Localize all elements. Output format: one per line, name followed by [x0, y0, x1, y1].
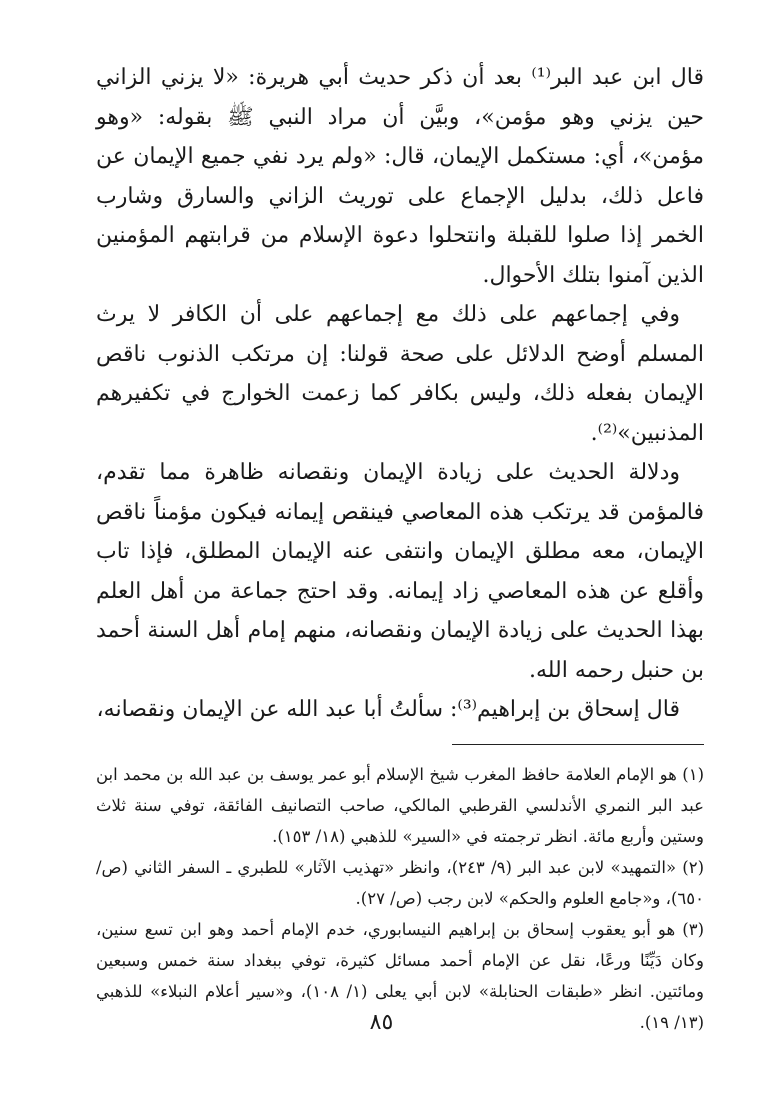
paragraph: ودلالة الحديث على زيادة الإيمان ونقصانه ظاهرة مما تقدم، فالمؤمن قد يرتكب هذه المعاصي فينقص إيمانه فيكون مؤمناً ناقص الإيمان، معه مطلق الإيمان وانتفى عنه الإيمان المطلق، فإذا تاب وأقلع عن هذه المعاصي زاد إيمانه. وقد احتج جماعة من أهل العلم بهذا الحديث على زيادة الإيمان ونقصانه، منهم إمام أهل السنة أحمد بن حنبل رحمه الله.: [96, 460, 704, 683]
paragraph: قال ابن عبد البر⁽¹⁾ بعد أن ذكر حديث أبي هريرة: «لا يزني الزاني حين يزني وهو مؤمن»، وبيَّن أن مراد النبي ﷺ بقوله: «وهو مؤمن»، أي: مستكمل الإيمان، قال: «ولم يرد نفي جميع الإيمان عن فاعل ذلك، بدليل الإجماع على توريث الزاني والسارق وشارب الخمر إذا صلوا للقبلة وانتحلوا دعوة الإسلام من قرابتهم المؤمنين الذين آمنوا بتلك الأحوال.: [96, 65, 704, 288]
footnote: (٢) «التمهيد» لابن عبد البر (٩/ ٢٤٣)، وانظر «تهذيب الآثار» للطبري ـ السفر الثاني (ص/ ٦٥٠)، و«جامع العلوم والحكم» لابن رجب (ص/ ٢٧).: [96, 857, 704, 908]
footnote-divider: [452, 744, 704, 745]
page-number: ٨٥: [369, 1010, 394, 1035]
footnotes: [96, 759, 704, 1038]
paragraph: قال إسحاق بن إبراهيم⁽³⁾: سألتُ أبا عبد الله عن الإيمان ونقصانه،: [96, 697, 680, 722]
main-text: [96, 58, 704, 730]
footnote: (١) هو الإمام العلامة حافظ المغرب شيخ الإسلام أبو عمر يوسف بن عبد الله بن محمد ابن عبد البر النمري الأندلسي القرطبي المالكي، صاحب التصانيف الفائقة، توفي سنة ثلاث وستين وأربع مائة. انظر ترجمته في «السير» للذهبي (١٨/ ١٥٣).: [96, 764, 704, 846]
paragraph: وفي إجماعهم على ذلك مع إجماعهم على أن الكافر لا يرث المسلم أوضح الدلائل على صحة قولنا: إن مرتكب الذنوب ناقص الإيمان بفعله ذلك، وليس بكافر كما زعمت الخوارج في تكفيرهم المذنبين»⁽²⁾.: [96, 302, 704, 446]
page-content: [96, 58, 704, 1038]
footnote: (٣) هو أبو يعقوب إسحاق بن إبراهيم النيسابوري، خدم الإمام أحمد وهو ابن تسع سنين، وكان دَيِّنًا ورعًا، نقل عن الإمام أحمد مسائل كثيرة، توفي ببغداد سنة خمس وسبعين ومائتين. انظر «طبقات الحنابلة» لابن أبي يعلى (١/ ١٠٨)، و«سير أعلام النبلاء» للذهبي (١٣/ ١٩).: [96, 919, 704, 1032]
